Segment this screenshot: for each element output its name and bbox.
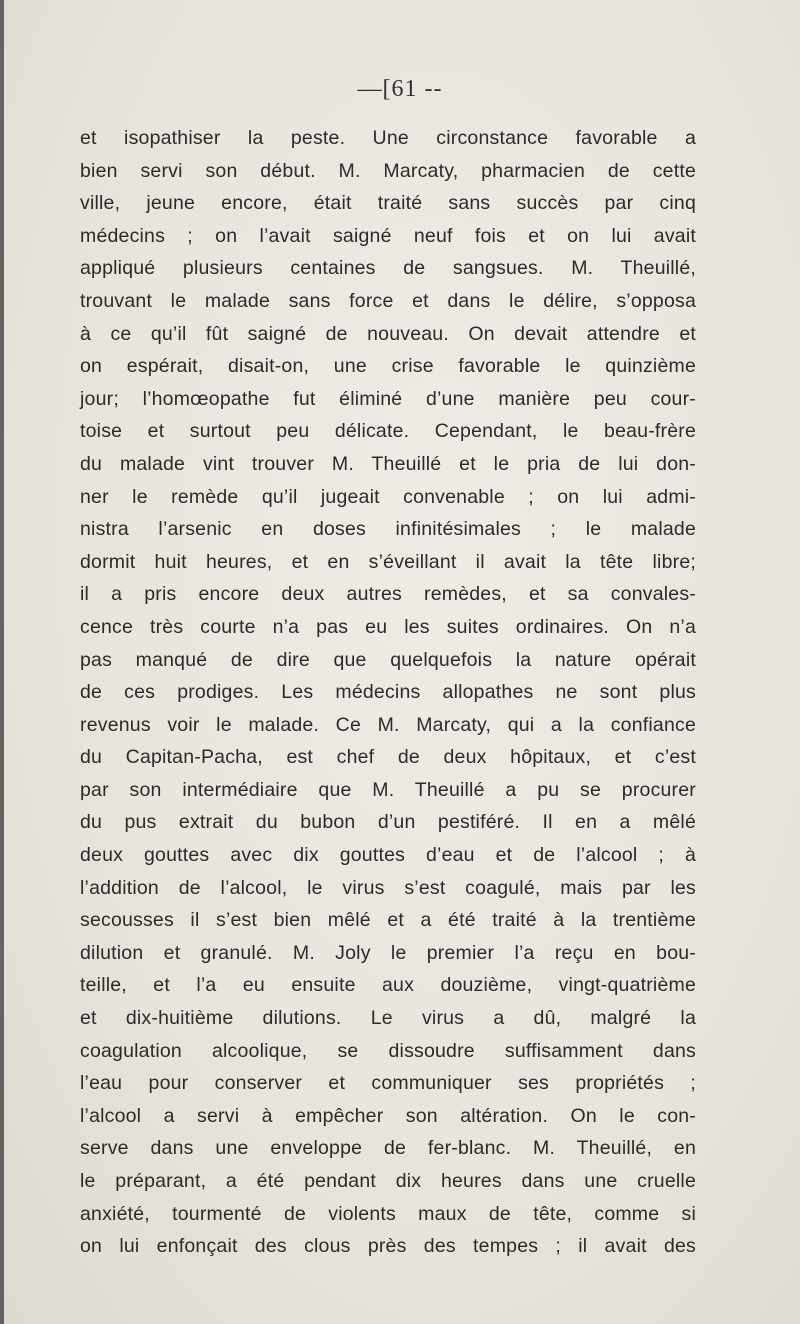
text-line: jour; l’homœopathe fut éliminé d’une manière peu cour- — [80, 387, 696, 410]
text-line: l’eau pour conserver et communiquer ses propriétés ; — [80, 1072, 696, 1095]
text-line: bien servi son début. M. Marcaty, pharmacien de cette — [80, 159, 696, 182]
text-line: médecins ; on l’avait saigné neuf fois et on lui avait — [80, 224, 696, 247]
text-line: revenus voir le malade. Ce M. Marcaty, qui a la confiance — [80, 713, 696, 736]
text-line: ner le remède qu’il jugeait convenable ; on lui admi- — [80, 485, 696, 508]
text-line: toise et surtout peu délicate. Cependant, le beau-frère — [80, 420, 696, 443]
text-line: par son intermédiaire que M. Theuillé a pu se procurer — [80, 778, 696, 801]
text-line: on espérait, disait-on, une crise favorable le quinzième — [80, 355, 696, 378]
text-line: on lui enfonçait des clous près des tempes ; il avait des — [80, 1235, 696, 1258]
text-line: de ces prodiges. Les médecins allopathes ne sont plus — [80, 681, 696, 704]
text-line: deux gouttes avec dix gouttes d’eau et de l’alcool ; à — [80, 844, 696, 867]
text-line: ville, jeune encore, était traité sans succès par cinq — [80, 192, 696, 215]
text-line: dilution et granulé. M. Joly le premier l’a reçu en bou- — [80, 941, 696, 964]
text-line: coagulation alcoolique, se dissoudre suffisamment dans — [80, 1039, 696, 1062]
page-binding-edge — [0, 0, 4, 1324]
text-line: à ce qu’il fût saigné de nouveau. On devait attendre et — [80, 322, 696, 345]
text-line: appliqué plusieurs centaines de sangsues. M. Theuillé, — [80, 257, 696, 280]
text-line: nistra l’arsenic en doses infinitésimales ; le malade — [80, 518, 696, 541]
text-line: trouvant le malade sans force et dans le délire, s’opposa — [80, 289, 696, 312]
text-line: serve dans une enveloppe de fer-blanc. M. Theuillé, en — [80, 1137, 696, 1160]
text-line: teille, et l’a eu ensuite aux douzième, vingt-quatrième — [80, 974, 696, 997]
text-line: et isopathiser la peste. Une circonstance favorable a — [80, 127, 696, 149]
text-line: secousses il s’est bien mêlé et a été traité à la trentième — [80, 909, 696, 932]
text-line: anxiété, tourmenté de violents maux de tête, comme si — [80, 1202, 696, 1225]
text-line: du Capitan-Pacha, est chef de deux hôpitaux, et c’est — [80, 746, 696, 769]
text-line: pas manqué de dire que quelquefois la nature opérait — [80, 648, 696, 671]
body-text — [80, 122, 696, 1263]
text-line: l’addition de l’alcool, le virus s’est coagulé, mais par les — [80, 876, 696, 899]
text-line: du malade vint trouver M. Theuillé et le pria de lui don- — [80, 452, 696, 475]
text-line: du pus extrait du bubon d’un pestiféré. Il en a mêlé — [80, 811, 696, 834]
text-line: l’alcool a servi à empêcher son altération. On le con- — [80, 1104, 696, 1127]
text-line: le préparant, a été pendant dix heures dans une cruelle — [80, 1170, 696, 1192]
page-number: —[61 -- — [357, 76, 443, 102]
text-line: cence très courte n’a pas eu les suites ordinaires. On n’a — [80, 615, 696, 638]
text-line: dormit huit heures, et en s’éveillant il avait la tête libre; — [80, 550, 696, 573]
text-line: il a pris encore deux autres remèdes, et sa convales- — [80, 583, 696, 606]
text-line: et dix-huitième dilutions. Le virus a dû, malgré la — [80, 1007, 696, 1030]
